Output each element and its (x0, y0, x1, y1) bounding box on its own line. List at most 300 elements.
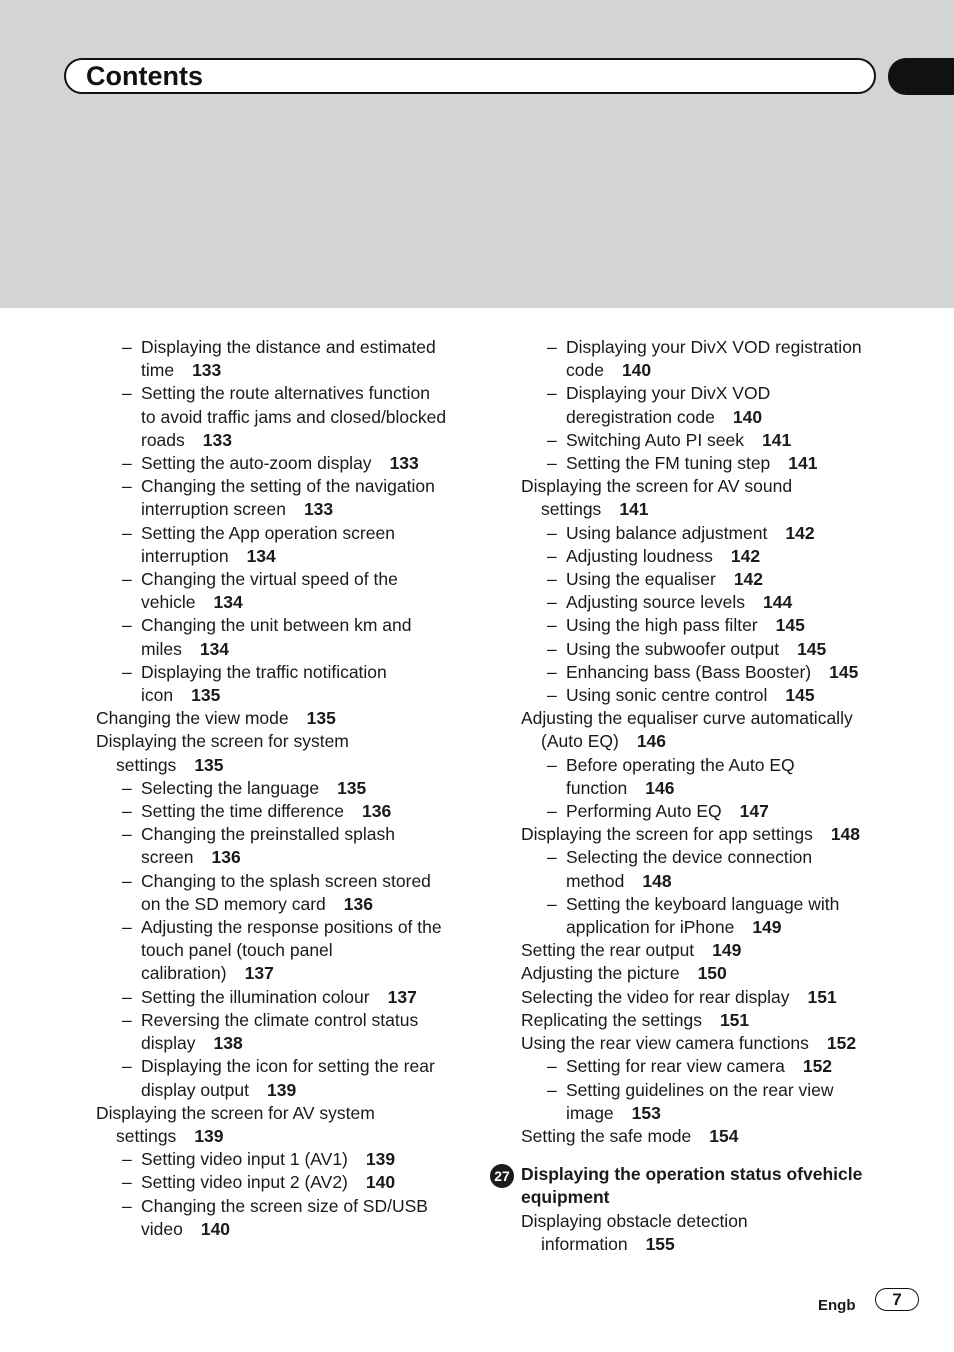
entry-title-line (521, 475, 881, 498)
title-frame (64, 58, 876, 94)
dash-bullet: – (122, 1149, 132, 1170)
entry-title-line (141, 614, 466, 637)
entry-title-line (521, 1125, 881, 1148)
toc-subsection-entry[interactable] (96, 475, 466, 521)
entry-title-text: Setting the FM tuning step (566, 453, 771, 474)
entry-title-text: Using the equaliser (566, 569, 716, 590)
dash-bullet: – (547, 847, 557, 868)
entry-title-line (141, 336, 466, 359)
dash-bullet: – (122, 1056, 132, 1077)
entry-title-text: Displaying your DivX VOD registration (566, 337, 862, 357)
entry-title-text: Adjusting the equaliser curve automatically (521, 708, 853, 729)
entry-title-line (141, 939, 466, 962)
toc-section-entry[interactable] (521, 1125, 881, 1148)
entry-title-text: settings (541, 499, 602, 520)
dash-bullet: – (122, 476, 132, 497)
page-ref: 145 (797, 638, 827, 659)
entry-title-text: Using balance adjustment (566, 522, 768, 543)
dash-bullet: – (547, 615, 557, 636)
dash-bullet: – (547, 569, 557, 590)
toc-subsection-entry[interactable] (521, 846, 881, 892)
toc-subsection-entry[interactable] (96, 1195, 466, 1241)
toc-subsection-entry[interactable] (96, 1055, 466, 1101)
toc-section-entry[interactable] (521, 1032, 881, 1055)
entry-title-text: Displaying the icon for setting the rear (141, 1056, 435, 1077)
entry-title-line (141, 777, 466, 800)
entry-title-line (141, 1009, 466, 1032)
entry-title-text: screen (141, 847, 194, 868)
page-ref: 139 (267, 1079, 297, 1100)
page-ref: 145 (829, 661, 859, 682)
dash-bullet: – (122, 453, 132, 474)
entry-title-text: Setting the rear output (521, 940, 695, 961)
entry-title-line (96, 1102, 466, 1125)
toc-subsection-entry[interactable] (96, 336, 466, 382)
entry-title-line (566, 846, 881, 869)
toc-subsection-entry[interactable] (96, 522, 466, 568)
entry-title-line (566, 545, 881, 568)
entry-title-line (566, 800, 881, 823)
entry-title-text: Changing the preinstalled splash (141, 824, 395, 845)
entry-title-line (566, 382, 881, 405)
entry-title-text: Changing the unit between km and (141, 615, 412, 636)
entry-title-text: display (141, 1033, 196, 1054)
dash-bullet: – (547, 383, 557, 404)
page-ref: 138 (213, 1033, 243, 1054)
entry-title-line (141, 359, 466, 382)
entry-title-text: Adjusting loudness (566, 545, 713, 566)
toc-subsection-entry[interactable] (521, 614, 881, 637)
entry-title-text: vehicle (141, 592, 196, 613)
page-ref: 142 (733, 569, 764, 590)
entry-title-line (141, 661, 466, 684)
entry-title-text: settings (116, 1125, 177, 1146)
toc-subsection-entry[interactable] (521, 545, 881, 568)
entry-title-line (521, 823, 881, 846)
entry-title-line (521, 707, 881, 730)
toc-subsection-entry[interactable] (96, 823, 466, 869)
page-ref: 142 (730, 545, 761, 566)
toc-subsection-entry[interactable] (96, 452, 466, 475)
page-ref: 151 (719, 1009, 750, 1030)
entry-title-text: Displaying the screen for AV system (96, 1102, 375, 1123)
entry-title-line (141, 638, 466, 661)
dash-bullet: – (122, 870, 132, 891)
entry-title-text: application for iPhone (566, 917, 735, 938)
entry-title-line (141, 962, 466, 985)
entry-title-line (141, 986, 466, 1009)
page-ref: 146 (636, 731, 667, 752)
entry-title-line (521, 730, 881, 753)
entry-title-text: touch panel (touch panel (141, 940, 333, 961)
entry-title-text: image (566, 1102, 614, 1123)
page-ref: 136 (362, 801, 392, 822)
toc-section-entry[interactable] (521, 1210, 881, 1256)
entry-title-line (141, 1218, 466, 1241)
toc-section-entry[interactable] (521, 986, 881, 1009)
entry-title-text: Adjusting source levels (566, 592, 745, 613)
entry-title-text: Selecting the video for rear display (521, 986, 790, 1007)
dash-bullet: – (122, 1172, 132, 1193)
header-band (0, 0, 954, 308)
dash-bullet: – (122, 917, 132, 938)
entry-title-line (566, 336, 881, 359)
toc-subsection-entry[interactable] (521, 591, 881, 614)
page-ref: 152 (826, 1033, 857, 1054)
entry-title-text: Before operating the Auto EQ (566, 754, 795, 775)
chapter-title-line: vehicle equipment (521, 1164, 863, 1208)
page-ref: 141 (788, 453, 818, 474)
entry-title-text: method (566, 870, 625, 891)
dash-bullet: – (547, 545, 557, 566)
page-ref: 145 (775, 615, 805, 636)
entry-title-text: Using the subwoofer output (566, 638, 780, 659)
entry-title-line (141, 893, 466, 916)
entry-title-text: Displaying the traffic notification (141, 661, 387, 682)
entry-title-line (141, 1079, 466, 1102)
entry-title-line (566, 893, 881, 916)
entry-title-text: Setting the route alternatives function (141, 383, 430, 404)
toc-section-entry[interactable] (96, 1102, 466, 1148)
page-ref: 136 (211, 847, 241, 868)
entry-title-text: Reversing the climate control status (141, 1009, 419, 1030)
entry-title-line (521, 1233, 881, 1256)
page-ref: 134 (199, 638, 230, 659)
entry-title-line (96, 707, 466, 730)
dash-bullet: – (547, 1079, 557, 1100)
page-ref: 147 (739, 801, 769, 822)
entry-title-line (141, 568, 466, 591)
entry-title-text: Setting the illumination colour (141, 986, 370, 1007)
dash-bullet: – (122, 777, 132, 798)
page-ref: 140 (621, 360, 652, 381)
toc-section-entry[interactable] (521, 1009, 881, 1032)
page-ref: 137 (387, 986, 417, 1007)
dash-bullet: – (122, 1195, 132, 1216)
dash-bullet: – (547, 429, 557, 450)
toc-subsection-entry[interactable] (521, 638, 881, 661)
dash-bullet: – (122, 661, 132, 682)
entry-title-line (141, 406, 466, 429)
toc-subsection-entry[interactable] (521, 429, 881, 452)
entry-title-line (521, 1032, 881, 1055)
entry-title-line (566, 359, 881, 382)
dash-bullet: – (122, 383, 132, 404)
entry-title-line (566, 684, 881, 707)
toc-section-entry[interactable] (96, 730, 466, 776)
toc-subsection-entry[interactable] (96, 916, 466, 986)
entry-title-text: Displaying obstacle detection (521, 1210, 748, 1231)
page-ref: 142 (785, 522, 815, 543)
entry-title-line (566, 870, 881, 893)
entry-title-text: calibration) (141, 963, 227, 984)
page-ref: 133 (389, 453, 419, 474)
entry-title-line (566, 1102, 881, 1125)
section-tab (888, 58, 954, 95)
entry-title-line (141, 382, 466, 405)
entry-title-line (566, 429, 881, 452)
entry-title-line (566, 916, 881, 939)
toc-subsection-entry[interactable] (96, 614, 466, 660)
entry-title-line (96, 1125, 466, 1148)
entry-title-text: video (141, 1218, 183, 1239)
dash-bullet: – (547, 337, 557, 357)
entry-title-line (521, 498, 881, 521)
dash-bullet: – (122, 801, 132, 822)
page-ref: 135 (306, 708, 336, 729)
dash-bullet: – (122, 337, 132, 357)
page-ref: 139 (365, 1149, 396, 1170)
page-ref: 136 (343, 893, 373, 914)
entry-title-text: Changing the screen size of SD/USB (141, 1195, 428, 1216)
page-ref: 149 (752, 917, 782, 938)
page-ref: 140 (200, 1218, 231, 1239)
page-ref: 134 (246, 545, 276, 566)
toc-subsection-entry[interactable] (96, 870, 466, 916)
chapter-number-icon: 27 (490, 1164, 514, 1188)
entry-title-line (141, 429, 466, 452)
entry-title-text: Displaying your DivX VOD (566, 383, 771, 404)
dash-bullet: – (547, 638, 557, 659)
toc-subsection-entry[interactable] (96, 1171, 466, 1194)
entry-title-line (521, 986, 881, 1009)
page-ref: 139 (194, 1125, 224, 1146)
entry-title-text: Changing the view mode (96, 708, 289, 729)
page-ref: 135 (337, 777, 367, 798)
entry-title-text: (Auto EQ) (541, 731, 619, 752)
page-ref: 141 (762, 429, 792, 450)
entry-title-line (521, 939, 881, 962)
toc-subsection-entry[interactable] (521, 452, 881, 475)
dash-bullet: – (122, 522, 132, 543)
entry-title-text: information (541, 1233, 628, 1254)
toc-subsection-entry[interactable] (521, 754, 881, 800)
toc-subsection-entry[interactable] (96, 986, 466, 1009)
toc-subsection-entry[interactable] (96, 777, 466, 800)
toc-section-entry[interactable] (96, 707, 466, 730)
page-ref: 153 (631, 1102, 661, 1123)
chapter-title-line: Displaying the operation status of (521, 1164, 803, 1185)
dash-bullet: – (547, 522, 557, 543)
entry-title-text: Setting the safe mode (521, 1125, 692, 1146)
toc-subsection-entry[interactable] (521, 336, 881, 382)
entry-title-line (141, 1195, 466, 1218)
toc-section-entry[interactable] (521, 962, 881, 985)
entry-title-line (141, 1055, 466, 1078)
entry-title-text: Displaying the screen for AV sound (521, 476, 793, 497)
dash-bullet: – (547, 592, 557, 613)
entry-title-text: display output (141, 1079, 249, 1100)
entry-title-line (141, 823, 466, 846)
entry-title-text: Enhancing bass (Bass Booster) (566, 661, 812, 682)
entry-title-text: Adjusting the picture (521, 963, 680, 984)
dash-bullet: – (547, 1056, 557, 1077)
entry-title-text: Setting the App operation screen (141, 522, 395, 543)
page-ref: 155 (645, 1233, 675, 1254)
toc-subsection-entry[interactable] (96, 661, 466, 707)
page-ref: 133 (202, 429, 232, 450)
toc-section-entry[interactable] (521, 939, 881, 962)
entry-title-line (141, 800, 466, 823)
page-number: 7 (875, 1288, 919, 1311)
dash-bullet: – (547, 661, 557, 682)
toc-subsection-entry[interactable] (96, 1009, 466, 1055)
page-ref: 144 (762, 592, 793, 613)
page-ref: 141 (619, 499, 649, 520)
entry-title-text: Using the high pass filter (566, 615, 758, 636)
entry-title-line (141, 498, 466, 521)
entry-title-line (141, 545, 466, 568)
entry-title-text: Replicating the settings (521, 1009, 702, 1030)
toc-subsection-entry[interactable] (521, 893, 881, 939)
page-ref: 135 (194, 754, 224, 775)
page-ref: 145 (785, 685, 815, 706)
toc-chapter-heading[interactable] (494, 1163, 881, 1209)
toc-subsection-entry[interactable] (521, 800, 881, 823)
entry-title-text: Adjusting the response positions of the (141, 917, 442, 938)
dash-bullet: – (122, 824, 132, 845)
page-ref: 148 (642, 870, 672, 891)
entry-title-text: settings (116, 754, 177, 775)
entry-title-line (521, 1210, 881, 1233)
entry-title-text: Selecting the device connection (566, 847, 813, 868)
page-ref: 146 (645, 777, 675, 798)
entry-title-line (566, 591, 881, 614)
entry-title-text: interruption (141, 545, 229, 566)
entry-title-text: function (566, 777, 628, 798)
toc-subsection-entry[interactable] (521, 568, 881, 591)
entry-title-line (96, 754, 466, 777)
dash-bullet: – (547, 685, 557, 706)
entry-title-line (566, 1055, 881, 1078)
entry-title-text: Displaying the screen for system (96, 731, 349, 752)
entry-title-text: interruption screen (141, 499, 286, 520)
page-ref: 149 (712, 940, 742, 961)
entry-title-text: deregistration code (566, 406, 715, 427)
page-ref: 140 (365, 1172, 396, 1193)
entry-title-text: miles (141, 638, 182, 659)
entry-title-line (141, 846, 466, 869)
entry-title-text: Setting guidelines on the rear view (566, 1079, 834, 1100)
toc-subsection-entry[interactable] (521, 1079, 881, 1125)
page-ref: 133 (303, 499, 334, 520)
entry-title-line (566, 452, 881, 475)
entry-title-text: Displaying the distance and estimated (141, 337, 436, 357)
entry-title-line (141, 522, 466, 545)
page-ref: 154 (709, 1125, 739, 1146)
page-ref: 140 (732, 406, 763, 427)
entry-title-line (141, 452, 466, 475)
entry-title-line (141, 1171, 466, 1194)
entry-title-text: Setting the auto-zoom display (141, 453, 372, 474)
page-ref: 148 (830, 824, 861, 845)
page-ref: 152 (802, 1056, 833, 1077)
page-ref: 134 (213, 592, 243, 613)
entry-title-line (566, 406, 881, 429)
entry-title-text: Changing the setting of the navigation (141, 476, 435, 497)
entry-title-text: Using the rear view camera functions (521, 1033, 809, 1054)
dash-bullet: – (122, 615, 132, 636)
dash-bullet: – (122, 569, 132, 590)
page-ref: 151 (807, 986, 837, 1007)
toc-subsection-entry[interactable] (521, 661, 881, 684)
dash-bullet: – (547, 453, 557, 474)
dash-bullet: – (122, 986, 132, 1007)
entry-title-text: time (141, 360, 175, 381)
entry-title-text: Performing Auto EQ (566, 801, 722, 822)
page-title: Contents (86, 61, 203, 91)
entry-title-text: on the SD memory card (141, 893, 326, 914)
toc-left-column (96, 336, 466, 1241)
entry-title-text: Using sonic centre control (566, 685, 768, 706)
entry-title-line (566, 638, 881, 661)
page-ref: 135 (191, 685, 221, 706)
entry-title-text: code (566, 360, 604, 381)
entry-title-line (566, 754, 881, 777)
toc-section-entry[interactable] (521, 707, 881, 753)
entry-title-text: roads (141, 429, 185, 450)
entry-title-line (141, 870, 466, 893)
page-ref: 137 (244, 963, 274, 984)
toc-subsection-entry[interactable] (96, 568, 466, 614)
entry-title-line (96, 730, 466, 753)
entry-title-text: Setting the time difference (141, 801, 344, 822)
toc-subsection-entry[interactable] (96, 800, 466, 823)
entry-title-line (521, 962, 881, 985)
entry-title-line (566, 568, 881, 591)
entry-title-line (141, 1148, 466, 1171)
entry-title-text: Changing the virtual speed of the (141, 569, 398, 590)
entry-title-text: Setting video input 2 (AV2) (141, 1172, 348, 1193)
entry-title-line (141, 591, 466, 614)
entry-title-line (521, 1009, 881, 1032)
toc-subsection-entry[interactable] (521, 1055, 881, 1078)
entry-title-text: Selecting the language (141, 777, 320, 798)
entry-title-text: Changing to the splash screen stored (141, 870, 431, 891)
entry-title-text: Setting the keyboard language with (566, 893, 840, 914)
toc-subsection-entry[interactable] (521, 684, 881, 707)
toc-right-column (494, 336, 881, 1256)
entry-title-line (141, 916, 466, 939)
dash-bullet: – (122, 1009, 132, 1030)
entry-title-line (141, 1032, 466, 1055)
entry-title-text: Switching Auto PI seek (566, 429, 745, 450)
entry-title-text: Setting for rear view camera (566, 1056, 785, 1077)
entry-title-line (141, 475, 466, 498)
dash-bullet: – (547, 893, 557, 914)
toc-subsection-entry[interactable] (521, 522, 881, 545)
dash-bullet: – (547, 801, 557, 822)
toc-subsection-entry[interactable] (96, 382, 466, 452)
toc-section-entry[interactable] (521, 823, 881, 846)
page-ref: 133 (192, 360, 222, 381)
page-ref: 150 (697, 963, 727, 984)
entry-title-line (141, 684, 466, 707)
entry-title-line (566, 522, 881, 545)
toc-subsection-entry[interactable] (96, 1148, 466, 1171)
entry-title-line (566, 777, 881, 800)
toc-section-entry[interactable] (521, 475, 881, 521)
entry-title-line (566, 614, 881, 637)
toc-subsection-entry[interactable] (521, 382, 881, 428)
entry-title-line (566, 1079, 881, 1102)
dash-bullet: – (547, 754, 557, 775)
entry-title-text: Displaying the screen for app settings (521, 824, 813, 845)
entry-title-line (566, 661, 881, 684)
entry-title-text: icon (141, 685, 174, 706)
entry-title-text: to avoid traffic jams and closed/blocked (141, 406, 447, 427)
language-code: Engb (818, 1297, 856, 1314)
